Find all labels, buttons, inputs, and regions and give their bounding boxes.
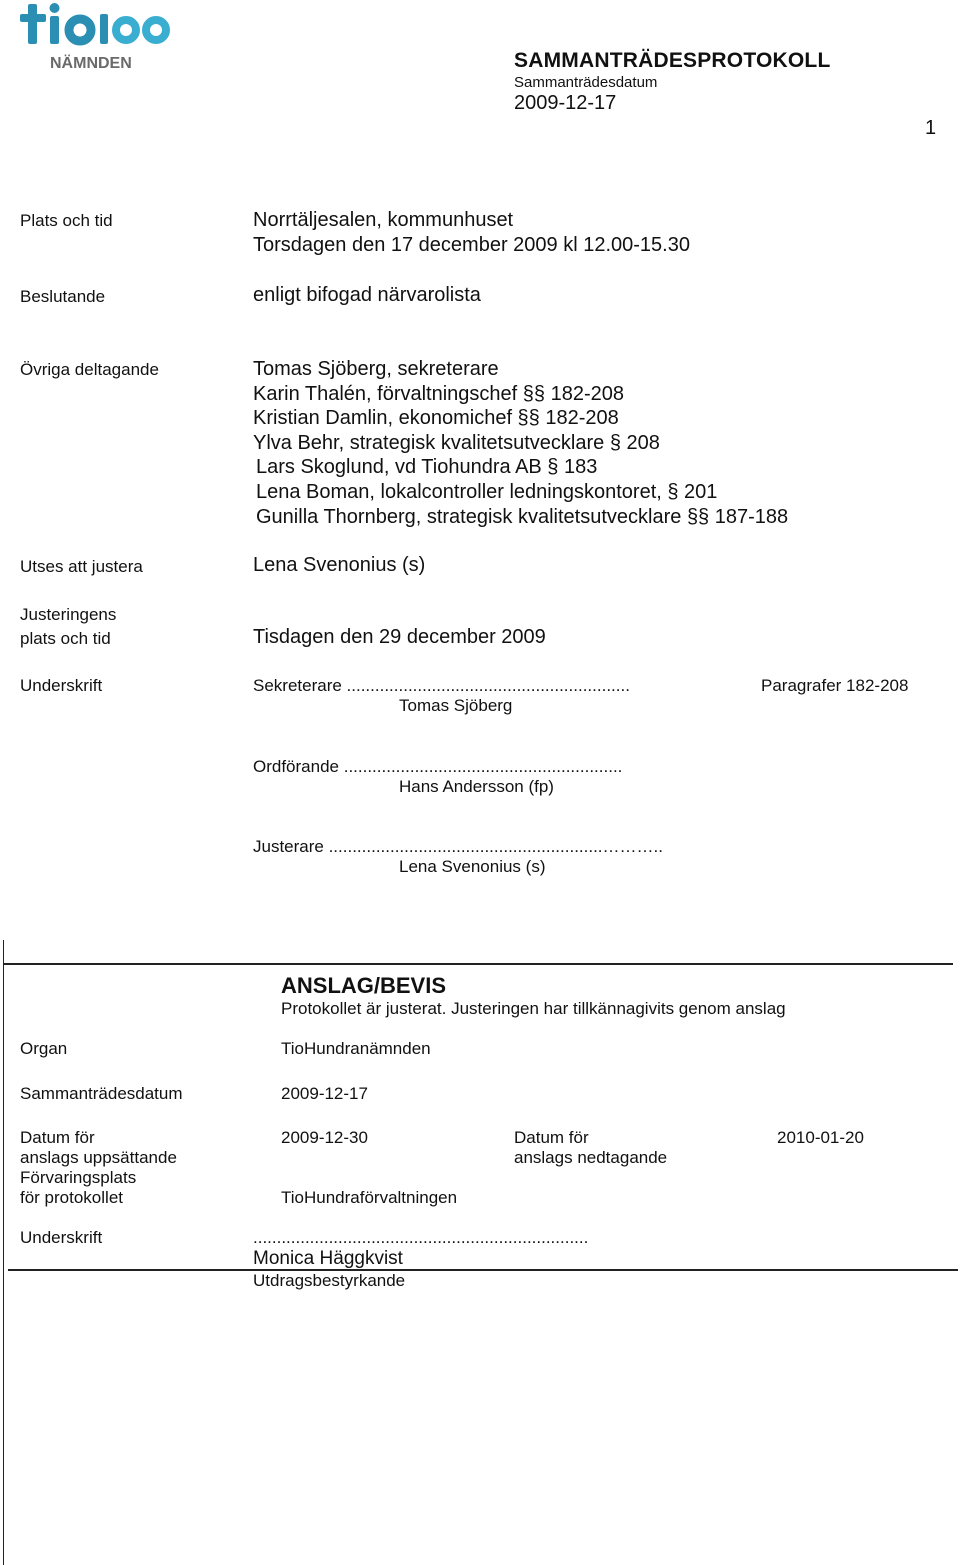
adjust-time-label-1: Justeringens — [20, 605, 117, 624]
post-date-label — [20, 1128, 177, 1208]
others-list — [253, 357, 788, 529]
adjuster-signature-line: Justerare ..........................................................……….. — [253, 837, 663, 856]
notice-signature-label: Underskrift — [20, 1228, 103, 1247]
tio100-logo — [18, 2, 180, 74]
signer-role: Utdragsbestyrkande — [253, 1271, 406, 1290]
notice-text: Protokollet är justerat. Justeringen har tillkännagivits genom anslag — [281, 999, 786, 1018]
signature-label: Underskrift — [20, 676, 103, 695]
participant: Ylva Behr, strategisk kvalitetsutvecklare § 208 — [253, 431, 660, 454]
remove-date-label — [514, 1128, 667, 1168]
place-line: Norrtäljesalen, kommunhuset — [253, 209, 514, 231]
notice-signature-line: ....................................................................... — [253, 1228, 589, 1247]
participant: Lars Skoglund, vd Tiohundra AB § 183 — [256, 456, 598, 479]
chair-name: Hans Andersson (fp) — [399, 777, 554, 796]
participant: Tomas Sjöberg, sekreterare — [253, 358, 499, 380]
place-line: Torsdagen den 17 december 2009 kl 12.00-15.30 — [253, 233, 690, 256]
adjuster-label: Utses att justera — [20, 557, 143, 576]
meeting-date-label: Sammanträdesdatum — [20, 1084, 183, 1103]
header-date-label: Sammanträdesdatum — [514, 74, 658, 91]
storage-label-line: för protokollet — [20, 1188, 123, 1207]
paragraphs: Paragrafer 182-208 — [761, 676, 909, 695]
page-number: 1 — [925, 117, 937, 139]
remove-date-value: 2010-01-20 — [777, 1128, 864, 1147]
meeting-date-value: 2009-12-17 — [281, 1084, 368, 1103]
deciders-label: Beslutande — [20, 287, 106, 306]
post-date-label-line: anslags uppsättande — [20, 1148, 177, 1167]
participant: Lena Boman, lokalcontroller ledningskontoret, § 201 — [256, 480, 718, 503]
remove-date-label-line: anslags nedtagande — [514, 1148, 668, 1167]
notice-top-line — [3, 963, 953, 965]
organ-label: Organ — [20, 1039, 68, 1058]
participant: Kristian Damlin, ekonomichef §§ 182-208 — [253, 407, 619, 430]
post-date-value: 2009-12-30 — [281, 1128, 368, 1147]
notice-title: ANSLAG/BEVIS — [281, 973, 447, 998]
participant: Karin Thalén, förvaltningschef §§ 182-208 — [253, 382, 624, 405]
header-date: 2009-12-17 — [514, 92, 617, 114]
place-label: Plats och tid — [20, 211, 113, 230]
notice-bottom-line — [8, 1269, 958, 1271]
signer-name: Monica Häggkvist — [253, 1248, 403, 1269]
adjuster-value: Lena Svenonius (s) — [253, 554, 426, 576]
secretary-name: Tomas Sjöberg — [399, 696, 513, 715]
adjust-time-value: Tisdagen den 29 december 2009 — [253, 626, 546, 648]
organ-value: TioHundranämnden — [281, 1039, 431, 1058]
participant: Gunilla Thornberg, strategisk kvalitetsutvecklare §§ 187-188 — [256, 505, 789, 528]
adjust-time-label-2: plats och tid — [20, 629, 111, 648]
deciders-value: enligt bifogad närvarolista — [253, 284, 481, 306]
svg-text:NÄMNDEN: NÄMNDEN — [50, 55, 132, 72]
adjuster-name: Lena Svenonius (s) — [399, 857, 546, 876]
others-label: Övriga deltagande — [20, 360, 159, 379]
left-border-line — [3, 940, 4, 1565]
chair-signature-line: Ordförande ........................................................... — [253, 757, 623, 776]
secretary-signature-line: Sekreterare ............................................................ — [253, 676, 630, 695]
place-value — [253, 208, 690, 257]
storage-label-line: Förvaringsplats — [20, 1168, 137, 1187]
post-date-label-line: Datum för — [20, 1128, 95, 1147]
remove-date-label-line: Datum för — [514, 1128, 589, 1147]
document-title: SAMMANTRÄDESPROTOKOLL — [514, 49, 831, 72]
storage-value: TioHundraförvaltningen — [281, 1188, 458, 1207]
